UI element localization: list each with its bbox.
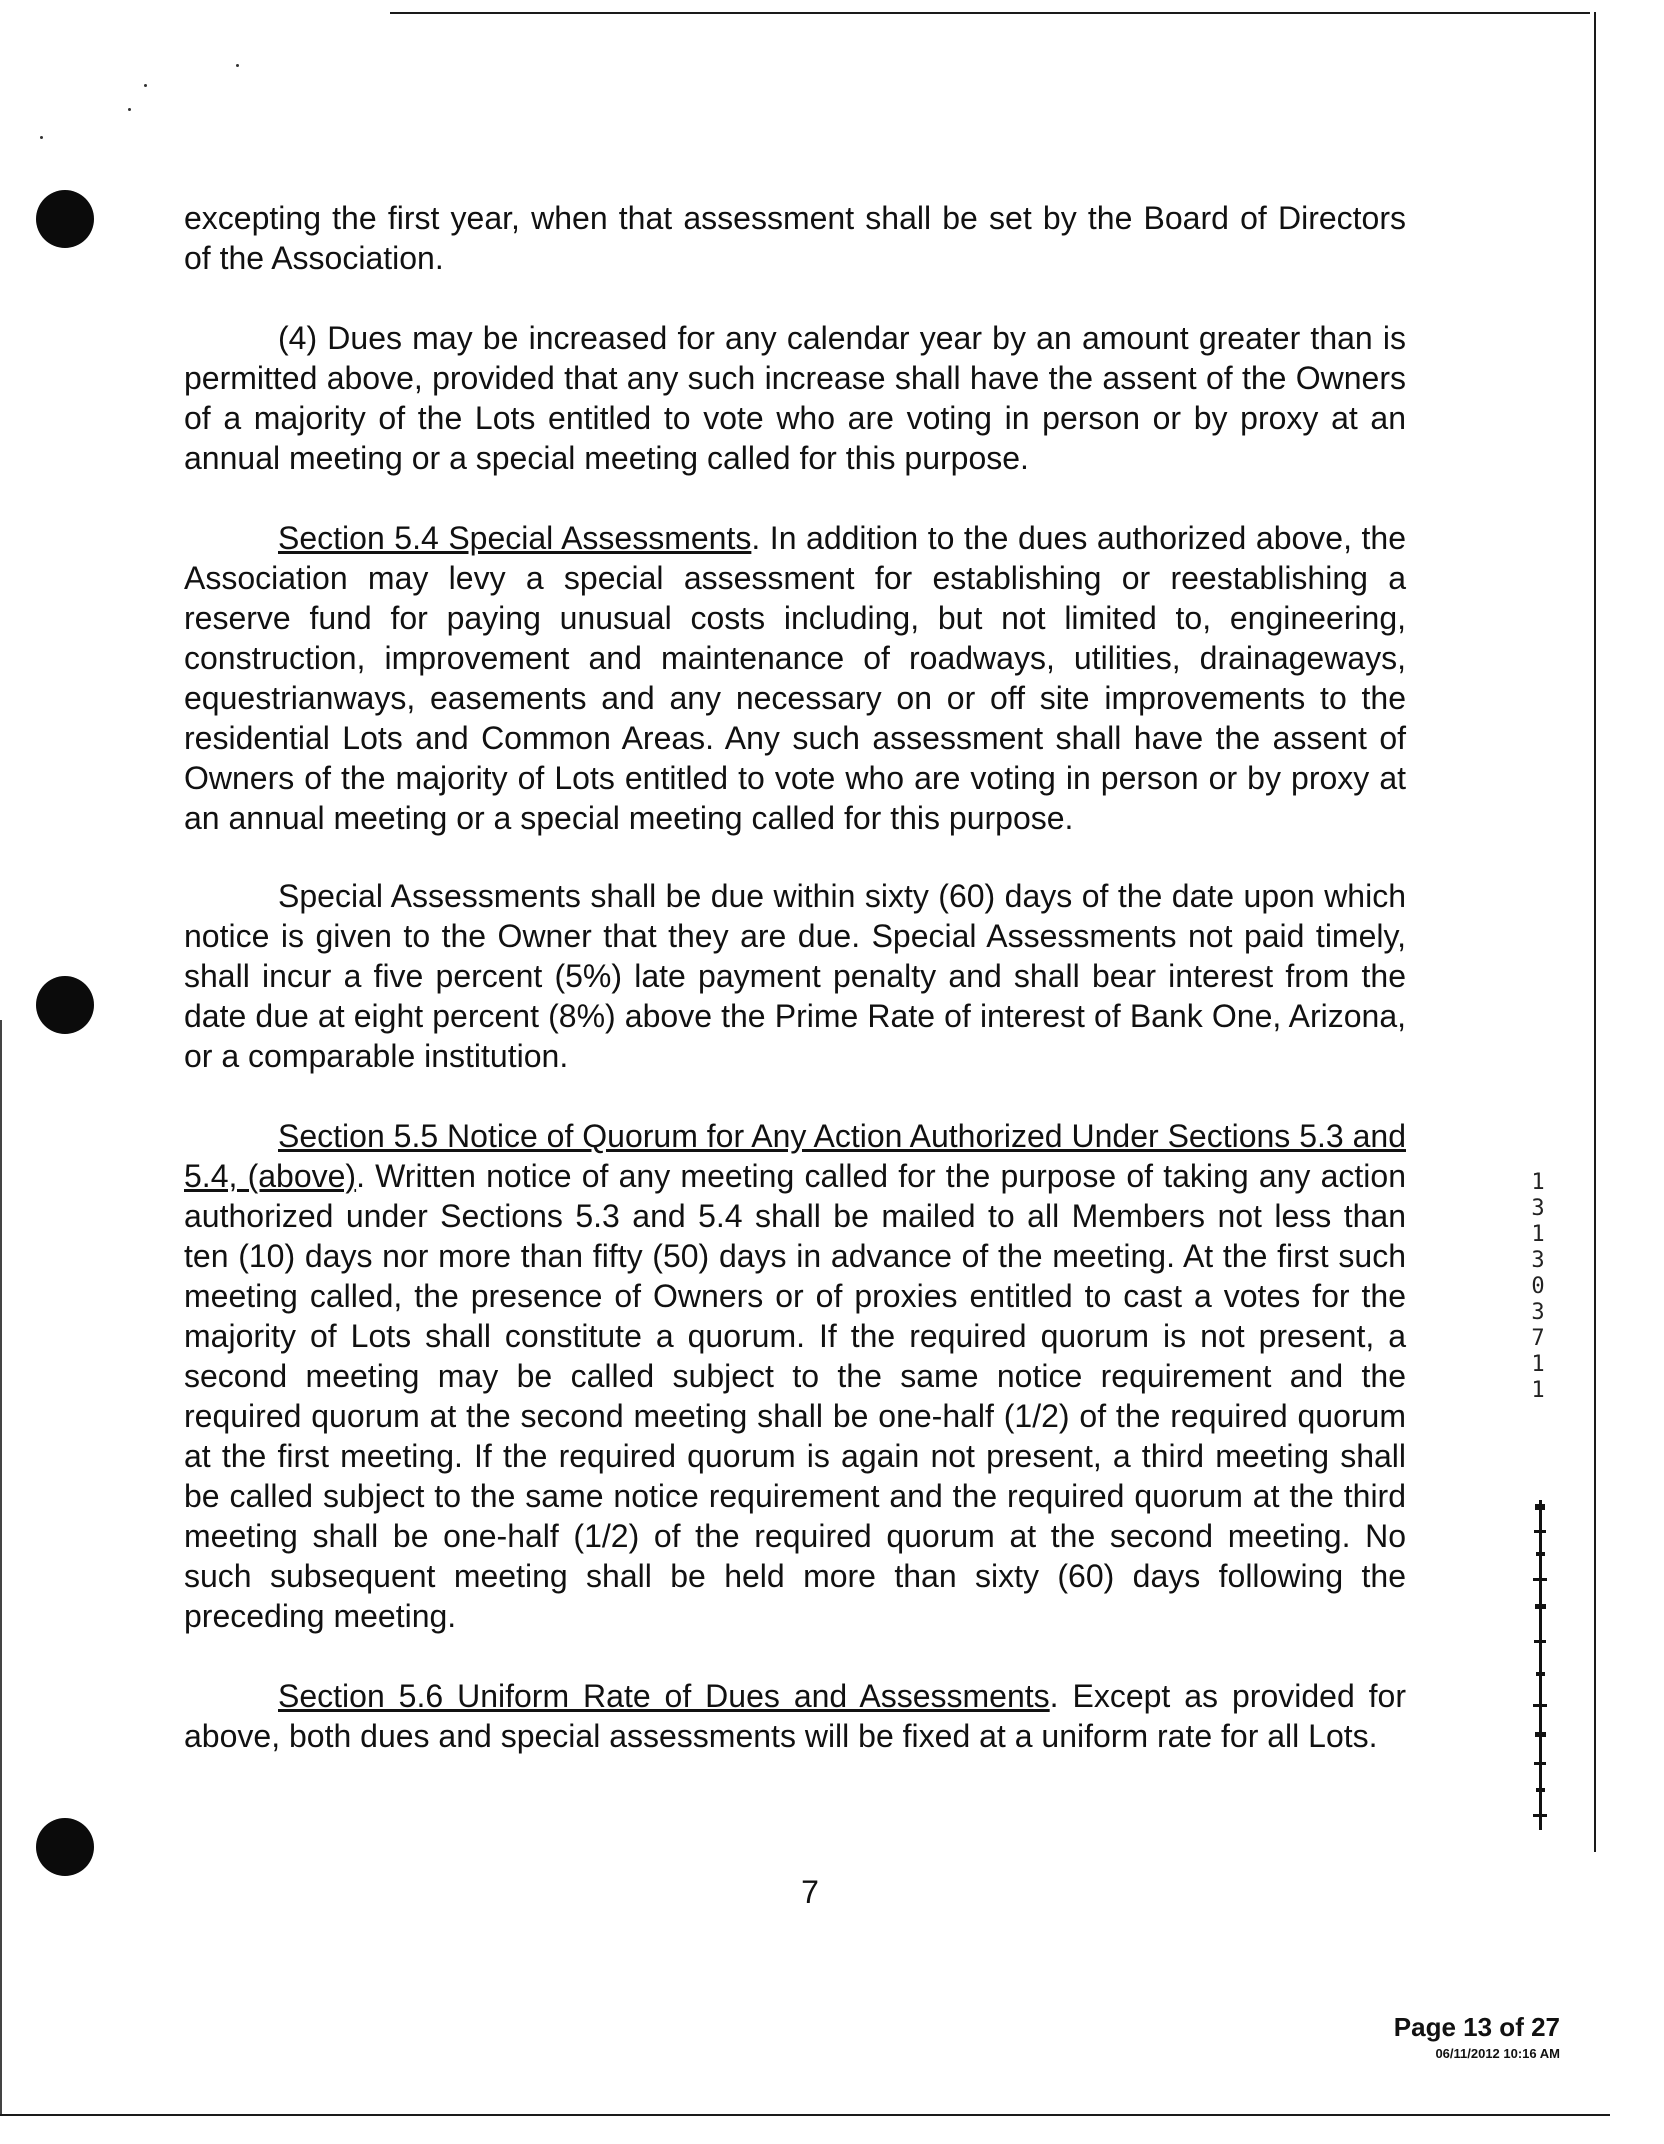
stamp-char: 1 [1531,1170,1545,1195]
stamp-char: 3 [1531,1196,1545,1221]
recording-stamp [1520,1170,1556,1430]
section-5-4-heading: Section 5.4 Special Assessments [278,520,752,556]
stamp-char: 1 [1531,1222,1545,1247]
binder-hole-top [36,190,94,248]
stamp-char: 1 [1531,1352,1545,1377]
section-5-6-body: . Except as provided for above, both dues and special assessments will be fixed at a uniform rate for all Lots. [184,1678,1407,1754]
section-5-6-heading: Section 5.6 Uniform Rate of Dues and Assessments [278,1678,1050,1714]
section-5-4-body: . In addition to the dues authorized above, the Association may levy a special assessment for establishing or reestablishing a reserve fund for paying unusual costs including, but not limited to, engineering, construction, improvement and maintenance of roadways, utilities, drainageways, equestrianways, easements and any necessary on or off site improvements to the residential Lots and Common Areas. Any such assessment shall have the assent of Owners of the majority of Lots entitled to vote who are voting in person or by proxy at an annual meeting or a special meeting called for this purpose. [184,520,1407,836]
scan-top-border [390,12,1590,14]
paragraph-special-assessments-due: Special Assessments shall be due within sixty (60) days of the date upon which notice is given to the Owner that they are due. Special Assessments not paid timely, shall incur a five percent (5%) late payment penalty and shall bear interest from the date due at eight percent (8%) above the Prime Rate of interest of Bank One, Arizona, or a comparable institution. [184,878,1406,1074]
scan-speck [128,108,131,111]
section-5-4-special-assessments [184,518,1406,838]
stamp-char: 3 [1531,1248,1545,1273]
paragraph-dues-first-year: excepting the first year, when that assessment shall be set by the Board of Directors of the Association. [184,200,1406,276]
scan-right-border [1594,12,1596,1852]
binder-hole-middle [36,976,94,1034]
section-5-5-heading: Section 5.5 Notice of Quorum for Any Action Authorized Under Sections 5.3 and 5.4, (above) [184,1118,1406,1194]
binder-hole-bottom [36,1818,94,1876]
stamp-char: 7 [1531,1326,1545,1351]
footer-page-count: Page 13 of 27 [1393,2012,1560,2042]
stamp-char: 3 [1531,1300,1545,1325]
scan-speck [236,64,239,67]
scan-speck [144,84,147,87]
section-5-5-body: . Written notice of any meeting called for the purpose of taking any action authorized under Sections 5.3 and 5.4 shall be mailed to all Members not less than ten (10) days nor more than fifty (50) days in advance of the meeting. At the first such meeting called, the presence of Owners or of proxies entitled to cast a votes for the majority of Lots shall constitute a quorum. If the required quorum is not present, a second meeting may be called subject to the same notice requirement and the required quorum at the second meeting shall be one-half (1/2) of the required quorum at the first meeting. If the required quorum is again not present, a third meeting shall be called subject to the same notice requirement and the required quorum at the third meeting shall be one-half (1/2) of the required quorum at the second meeting. No such subsequent meeting shall be held more than sixty (60) days following the preceding meeting. [184,1158,1407,1634]
stamp-char: 0 [1531,1274,1545,1299]
section-5-5-notice-of-quorum [184,1116,1406,1636]
paragraph-dues-increase: (4) Dues may be increased for any calendar year by an amount greater than is permitted above, provided that any such increase shall have the assent of the Owners of a majority of the Lots entitled to vote who are voting in person or by proxy at an annual meeting or a special meeting called for this purpose. [184,320,1406,476]
scan-speck [40,136,43,139]
page-number: 7 [801,1874,819,1910]
footer-timestamp: 06/11/2012 10:16 AM [1435,2046,1560,2061]
stamp-char: 1 [1531,1378,1545,1403]
barcode-stamp [1530,1500,1550,1830]
scan-left-border [0,1020,2,2114]
scan-bottom-border [0,2114,1610,2116]
section-5-6-uniform-rate [184,1676,1406,1756]
